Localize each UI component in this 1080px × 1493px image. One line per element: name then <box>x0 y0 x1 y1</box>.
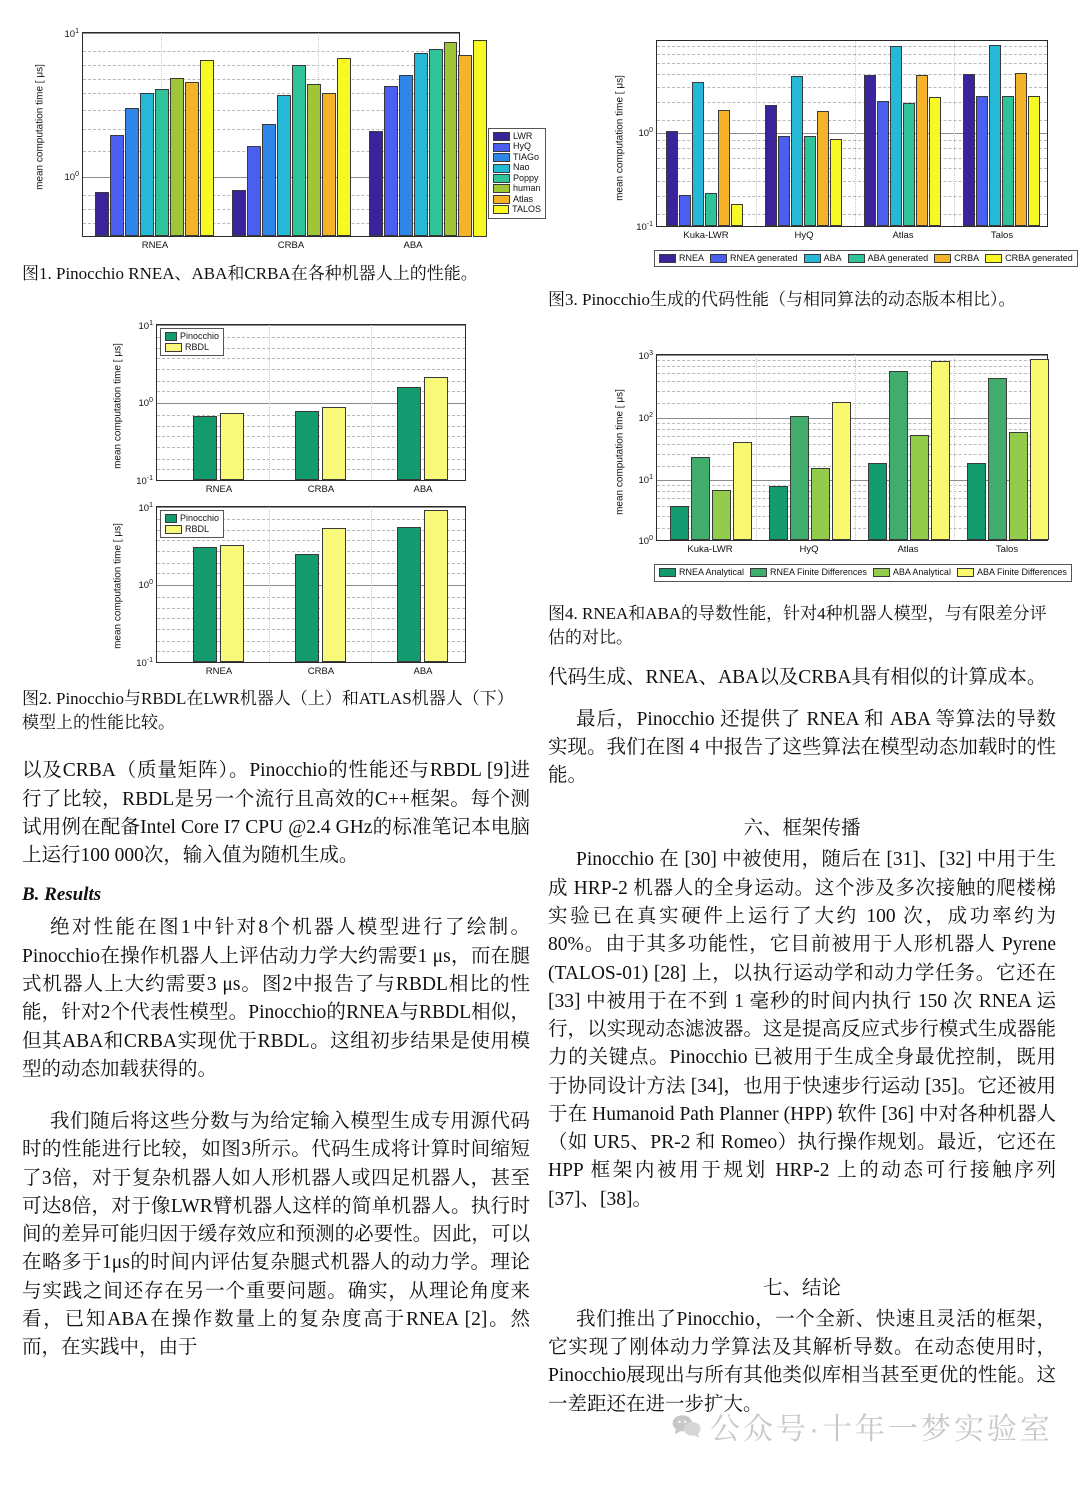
bar <box>889 371 908 540</box>
bar <box>963 74 975 226</box>
figure-2-caption: 图2. Pinocchio与RBDL在LWR机器人（上）和ATLAS机器人（下）模型上的性能比较。 <box>22 689 514 733</box>
legend-label: RNEA <box>679 253 705 263</box>
figure-4-legend <box>654 564 1072 581</box>
xtick: HyQ <box>799 544 819 556</box>
legend-swatch-rbdl <box>165 525 182 534</box>
bar <box>458 55 472 237</box>
figure-1-xtick-2: ABA <box>403 240 423 251</box>
bar <box>718 110 730 226</box>
legend-item <box>710 254 798 263</box>
legend-swatch-tiago <box>493 153 510 162</box>
legend-label: ABA Analytical <box>892 567 951 578</box>
xtick: RNEA <box>205 666 233 678</box>
figure-4-caption: 图4. RNEA和ABA的导数性能，针对4种机器人模型，与有限差分评估的对比。 <box>548 604 1047 648</box>
bar <box>670 506 689 540</box>
xtick: CRBA <box>307 484 335 496</box>
figure-3 <box>548 28 1073 278</box>
legend-swatch-aba-fd <box>957 568 974 577</box>
bar <box>307 84 321 236</box>
paragraph-results-1: 绝对性能在图1中针对8个机器人模型进行了绘制。Pinocchio在操作机器人上评估动力学大约需要1 μs，而在腿式机器人上大约需要3 μs。图2中报告了与RBDL相比的性能，针对2个代表性模型。Pinocchio的RNEA与RBDL相似，但其ABA和CRBA实现优于RBDL。这组初步结果是使用模型的动态加载获得的。 <box>22 917 530 1080</box>
figure-2-bottom-plot <box>136 502 466 678</box>
section-7-title: 七、结论 <box>762 1277 841 1299</box>
bar <box>95 192 109 236</box>
bar <box>910 435 929 540</box>
legend-swatch-pinocchio <box>165 332 177 341</box>
ytick: $10^{-1}$ <box>136 475 153 488</box>
figure-2 <box>22 316 530 678</box>
legend-item <box>493 153 541 162</box>
legend-swatch-hyq <box>493 143 510 152</box>
legend-item <box>957 568 1067 577</box>
legend-item <box>493 142 541 151</box>
legend-label: ABA Finite Differences <box>976 567 1067 578</box>
legend-label: Pinocchio <box>179 513 219 524</box>
figure-1-ytick-0: $10^1$ <box>64 27 79 41</box>
bar <box>916 75 928 226</box>
figure-2-top-ylabel: mean computation time [ μs] <box>112 343 124 470</box>
xtick: Talos <box>995 544 1019 556</box>
bar <box>444 42 457 236</box>
bar <box>877 101 889 226</box>
bar <box>397 387 421 480</box>
legend-label: Pinocchio <box>179 331 219 342</box>
bar <box>155 89 169 236</box>
legend-label: ABA generated <box>867 253 929 263</box>
bar <box>429 49 443 236</box>
figure-1-caption: 图1. Pinocchio RNEA、ABA和CRBA在各种机器人上的性能。 <box>22 264 478 283</box>
bar <box>185 82 199 236</box>
figure-4 <box>548 342 1067 592</box>
ytick: $10^1$ <box>638 474 653 487</box>
xtick: CRBA <box>307 666 335 678</box>
section-6-title: 六、框架传播 <box>743 818 861 840</box>
bar <box>262 124 276 236</box>
legend-item <box>493 174 541 183</box>
legend-label: CRBA <box>954 253 980 263</box>
legend-label: RBDL <box>185 523 210 534</box>
paragraph-derivatives: 最后，Pinocchio 还提供了 RNEA 和 ABA 等算法的导数实现。我们在图 4 中报告了这些算法在模型动态加载时的性能。 <box>548 708 1056 787</box>
legend-label: Atlas <box>513 193 534 204</box>
legend-item <box>165 332 219 341</box>
bar <box>277 95 291 236</box>
bar <box>292 65 306 236</box>
bar <box>679 195 691 226</box>
bar <box>232 190 246 236</box>
bar <box>295 554 319 662</box>
bar <box>903 103 915 226</box>
figure-3-ylabel: mean computation time [ μs] <box>614 75 626 201</box>
bar <box>473 40 487 237</box>
bar <box>322 93 336 236</box>
legend-label: RBDL <box>185 341 210 352</box>
bar <box>731 204 743 226</box>
figure-2-top-legend <box>160 328 224 356</box>
ytick: $10^1$ <box>138 502 153 515</box>
xtick: ABA <box>413 666 433 678</box>
legend-swatch-pinocchio <box>165 514 177 523</box>
bar <box>811 468 830 540</box>
legend-label: HyQ <box>513 141 531 152</box>
legend-item <box>750 568 867 577</box>
left-column <box>22 0 541 1375</box>
legend-swatch-lwr <box>493 132 510 141</box>
bar <box>765 105 777 226</box>
figure-1-ylabel: mean computation time [ μs] <box>34 64 46 190</box>
legend-item <box>934 254 979 263</box>
legend-label: CRBA generated <box>1005 253 1073 263</box>
legend-item <box>659 254 704 263</box>
legend-swatch-crba <box>934 254 951 263</box>
bar <box>220 413 244 480</box>
figure-2-bottom-ylabel: mean computation time [ μs] <box>112 523 124 650</box>
bar <box>125 108 139 236</box>
legend-label: RNEA generated <box>730 253 798 263</box>
xtick: Kuka-LWR <box>683 230 729 241</box>
bar <box>691 457 710 540</box>
bar <box>193 547 217 662</box>
bar <box>804 136 816 226</box>
ytick: $10^{-1}$ <box>636 220 653 234</box>
legend-swatch-rnea <box>659 254 676 263</box>
legend-label: LWR <box>513 131 533 141</box>
paragraph-results-2: 我们随后将这些分数与为给定输入模型生成专用源代码时的性能进行比较，如图3所示。代码生成将计算时间缩短了3倍，对于复杂机器人如人形机器人或四足机器人，甚至可达8倍，对于像LWR臂机器人这样的简单机器人。执行时间的差异可能归因于缓存效应和预测的必要性。因此，可以在略多于1μs的时间内评估复杂腿式机器人的动力学。理论与实践之间还存在另一个重要问题。确实，从理论角度来看，已知ABA在操作数量上的复杂度高于RNEA [2]。然而，在实践中，由于 <box>22 1111 530 1359</box>
bar <box>247 146 261 236</box>
legend-item <box>848 254 929 263</box>
bar <box>384 86 398 236</box>
legend-item <box>493 184 541 193</box>
bar <box>929 97 941 226</box>
bar <box>1028 96 1040 226</box>
bar <box>140 93 154 236</box>
bar <box>769 486 788 540</box>
bar <box>322 407 346 480</box>
legend-label: RNEA Finite Differences <box>770 567 867 578</box>
bar <box>399 75 413 236</box>
bar <box>830 139 842 226</box>
legend-item <box>493 132 541 141</box>
figure-4-ylabel: mean computation time [ μs] <box>614 389 626 516</box>
legend-swatch-nao <box>493 164 510 173</box>
bar <box>369 131 383 236</box>
legend-item <box>985 254 1073 263</box>
legend-swatch-talos <box>493 205 509 214</box>
figure-1-plot <box>64 27 460 251</box>
figure-1-xtick-0: RNEA <box>141 240 169 251</box>
legend-item <box>493 163 541 172</box>
subsection-results-title: B. Results <box>22 884 102 906</box>
bar <box>110 135 124 236</box>
bar <box>414 53 428 236</box>
bar <box>424 510 448 662</box>
bar <box>397 527 421 662</box>
legend-swatch-rbdl <box>165 343 182 352</box>
figure-3-caption: 图3. Pinocchio生成的代码性能（与相同算法的动态版本相比）。 <box>548 290 1016 309</box>
legend-item <box>165 525 219 534</box>
bar <box>817 111 829 226</box>
bar <box>200 60 214 236</box>
paragraph-section-7: 我们推出了Pinocchio，一个全新、快速且灵活的框架，它实现了刚体动力学算法及其解析导数。在动态使用时，Pinocchio展现出与所有其他类似库相当甚至更优的性能。这一差距还在进一步扩大。 <box>548 1308 1056 1415</box>
legend-item <box>165 343 219 352</box>
right-column <box>548 0 1073 1432</box>
legend-label: Nao <box>513 162 530 173</box>
figure-2-bottom-legend <box>160 510 224 538</box>
xtick: Talos <box>990 230 1014 241</box>
legend-label: RNEA Analytical <box>679 567 745 578</box>
legend-swatch-atlas <box>493 195 510 204</box>
legend-swatch-human <box>493 184 510 193</box>
bar <box>988 378 1007 540</box>
legend-swatch-crba-generated <box>985 254 1002 263</box>
bar <box>337 58 351 236</box>
bar <box>989 45 1001 226</box>
bar <box>733 442 752 540</box>
figure-1-legend <box>488 128 546 219</box>
bar <box>705 193 717 226</box>
bar <box>1015 73 1027 226</box>
figure-4-plot <box>638 350 1048 556</box>
bar <box>778 136 790 226</box>
legend-label: ABA <box>823 253 842 263</box>
legend-item <box>659 568 744 577</box>
legend-swatch-aba <box>804 254 821 263</box>
legend-label: TIAGo <box>513 151 540 162</box>
bar <box>295 411 319 480</box>
legend-swatch-rnea-fd <box>750 568 767 577</box>
paragraph-crba: 以及CRBA（质量矩阵）。Pinocchio的性能还与RBDL [9]进行了比较，RBDL是另一个流行且高效的C++框架。每个测试用例在配备Intel Core I7 CPU @2.4 GHz的标准笔记本电脑上运行100 000次，输入值为随机生成。 <box>22 760 530 867</box>
xtick: Atlas <box>892 230 914 241</box>
bar <box>864 75 876 226</box>
ytick: $10^0$ <box>638 126 653 140</box>
legend-item <box>165 514 219 523</box>
ytick: $10^3$ <box>638 350 653 363</box>
bar <box>1009 432 1028 540</box>
legend-swatch-rnea-analytical <box>659 568 676 577</box>
figure-2-top-plot <box>136 320 466 496</box>
ytick: $10^{-1}$ <box>136 657 153 670</box>
legend-label: human <box>513 183 541 194</box>
legend-swatch-aba-analytical <box>873 568 890 577</box>
bar <box>967 463 986 540</box>
legend-swatch-poppy <box>493 174 510 183</box>
legend-item <box>804 254 842 263</box>
bar <box>976 96 988 226</box>
bar <box>666 131 678 226</box>
bar <box>424 377 448 480</box>
figure-1-xtick-1: CRBA <box>277 240 305 251</box>
xtick: Atlas <box>897 544 919 556</box>
figure-1 <box>22 22 541 251</box>
legend-swatch-rnea-generated <box>710 254 727 263</box>
paragraph-codegen: 代码生成、RNEA、ABA以及CRBA具有相似的计算成本。 <box>548 667 1047 689</box>
bar <box>832 402 851 540</box>
ytick: $10^0$ <box>138 579 153 592</box>
bar <box>220 545 244 662</box>
ytick: $10^0$ <box>638 535 653 548</box>
bar <box>1030 359 1049 540</box>
bar <box>712 490 731 540</box>
bar <box>1002 96 1014 226</box>
bar <box>193 416 217 480</box>
legend-swatch-aba-generated <box>848 254 865 263</box>
bar <box>170 78 184 236</box>
figure-3-legend <box>654 250 1078 267</box>
xtick: ABA <box>413 484 433 496</box>
legend-label: TALOS <box>512 204 541 215</box>
watermark-text: 公众号·十年一梦实验室 <box>710 1413 1053 1446</box>
bar <box>791 76 803 226</box>
bar <box>322 528 346 662</box>
legend-item <box>493 205 541 214</box>
xtick: RNEA <box>205 484 233 496</box>
bar <box>931 361 950 540</box>
bar <box>790 416 809 540</box>
legend-item <box>493 195 541 204</box>
paragraph-section-6: Pinocchio 在 [30] 中被使用，随后在 [31]、[32] 中用于生成 HRP-2 机器人的全身运动。这个涉及多次接触的爬楼梯实验已在真实硬件上运行了大约 100 次，成功率约为 80%。由于其多功能性，它目前被用于人形机器人 Pyrene (TALOS-01) [28] 上，以执行运动学和动力学任务。它还在 [33] 中被用于在不到 1 毫秒的时间内执行 150 次 RNEA 运行，以实现动态滤波器。这是提高反应式步行模式生成器能力的关键点。Pinocchio 已被用于生成全身最优控制，既用于协同设计方法 [34]，也用于快速步行运动 [35]。它还被用于在 Humanoid Path Planner (HPP) 软件 [36] 中对各种机器人（如 UR5、PR-2 和 Romeo）执行操作规划。最近，它还在 HPP 框架内被用于规划 HRP-2 上的动态可行接触序列 [37]、[38]。 <box>548 849 1056 1210</box>
bar <box>890 46 902 226</box>
figure-3-plot <box>636 40 1048 241</box>
legend-label: Poppy <box>513 172 539 183</box>
legend-item <box>873 568 951 577</box>
bar <box>692 82 704 226</box>
ytick: $10^0$ <box>138 397 153 410</box>
xtick: HyQ <box>794 230 814 241</box>
ytick: $10^2$ <box>638 412 653 425</box>
bar <box>868 463 887 540</box>
figure-1-ytick-1: $10^0$ <box>64 170 79 184</box>
ytick: $10^1$ <box>138 320 153 333</box>
xtick: Kuka-LWR <box>687 544 733 556</box>
